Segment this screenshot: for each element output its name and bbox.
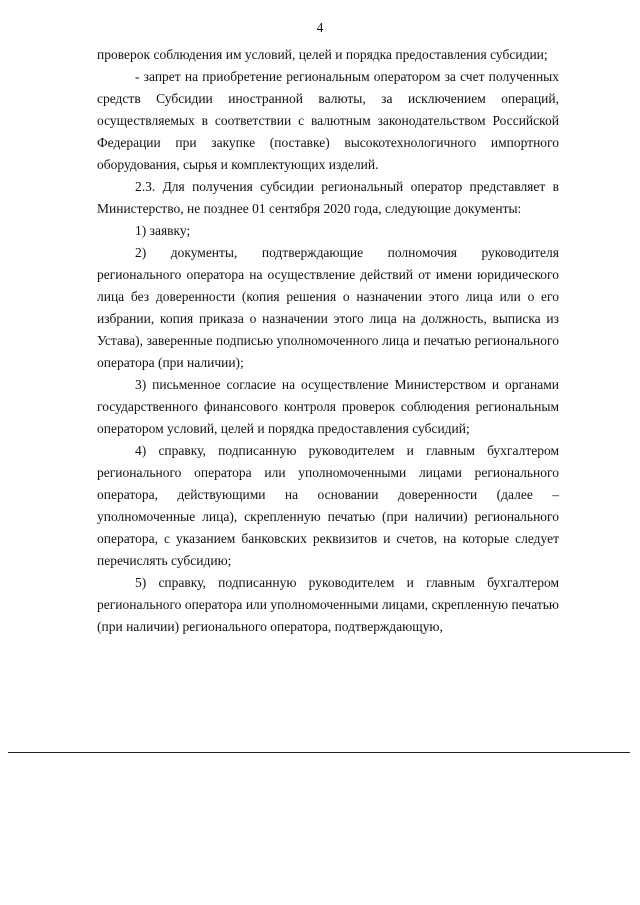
page-number: 4 <box>316 20 324 35</box>
list-item-2: 2) документы, подтверждающие полномочия руководителя регионального оператора на осуществление действий от имени юридического лица без доверенности (копия решения о назначении этого лица или о его избрании, копия приказа о назначении этого лица на должность, выписка из Устава), заверенные подписью уполномоченного лица и печатью регионального оператора (при наличии); <box>97 245 559 370</box>
page-bottom-rule <box>8 752 630 753</box>
paragraph-currency-ban: - запрет на приобретение региональным оператором за счет полученных средств Субсидии иностранной валюты, за исключением операций, осуществляемых в соответствии с валютным законодательством Российской Федерации при закупке (поставке) высокотехнологичного импортного оборудования, сырья и комплектующих изделий. <box>97 69 559 172</box>
list-item-5: 5) справку, подписанную руководителем и главным бухгалтером регионального оператора или уполномоченными лицами, скрепленную печатью (при наличии) регионального оператора, подтверждающую, <box>97 575 559 634</box>
paragraph-continuation: проверок соблюдения им условий, целей и порядка предоставления субсидии; <box>97 47 548 62</box>
document-body <box>97 44 559 638</box>
paragraph-2-3: 2.3. Для получения субсидии региональный оператор представляет в Министерство, не позднее 01 сентября 2020 года, следующие документы: <box>97 179 559 216</box>
list-item-4: 4) справку, подписанную руководителем и главным бухгалтером регионального оператора или уполномоченными лицами регионального оператора, действующими на основании доверенности (далее – уполномоченные лица), скрепленную печатью (при наличии) регионального оператора, с указанием банковских реквизитов и счетов, на которые следует перечислять субсидию; <box>97 443 559 568</box>
list-item-1: 1) заявку; <box>135 223 191 238</box>
list-item-3: 3) письменное согласие на осуществление Министерством и органами государственного финансового контроля проверок соблюдения региональным оператором условий, целей и порядка предоставления субсидий; <box>97 377 559 436</box>
